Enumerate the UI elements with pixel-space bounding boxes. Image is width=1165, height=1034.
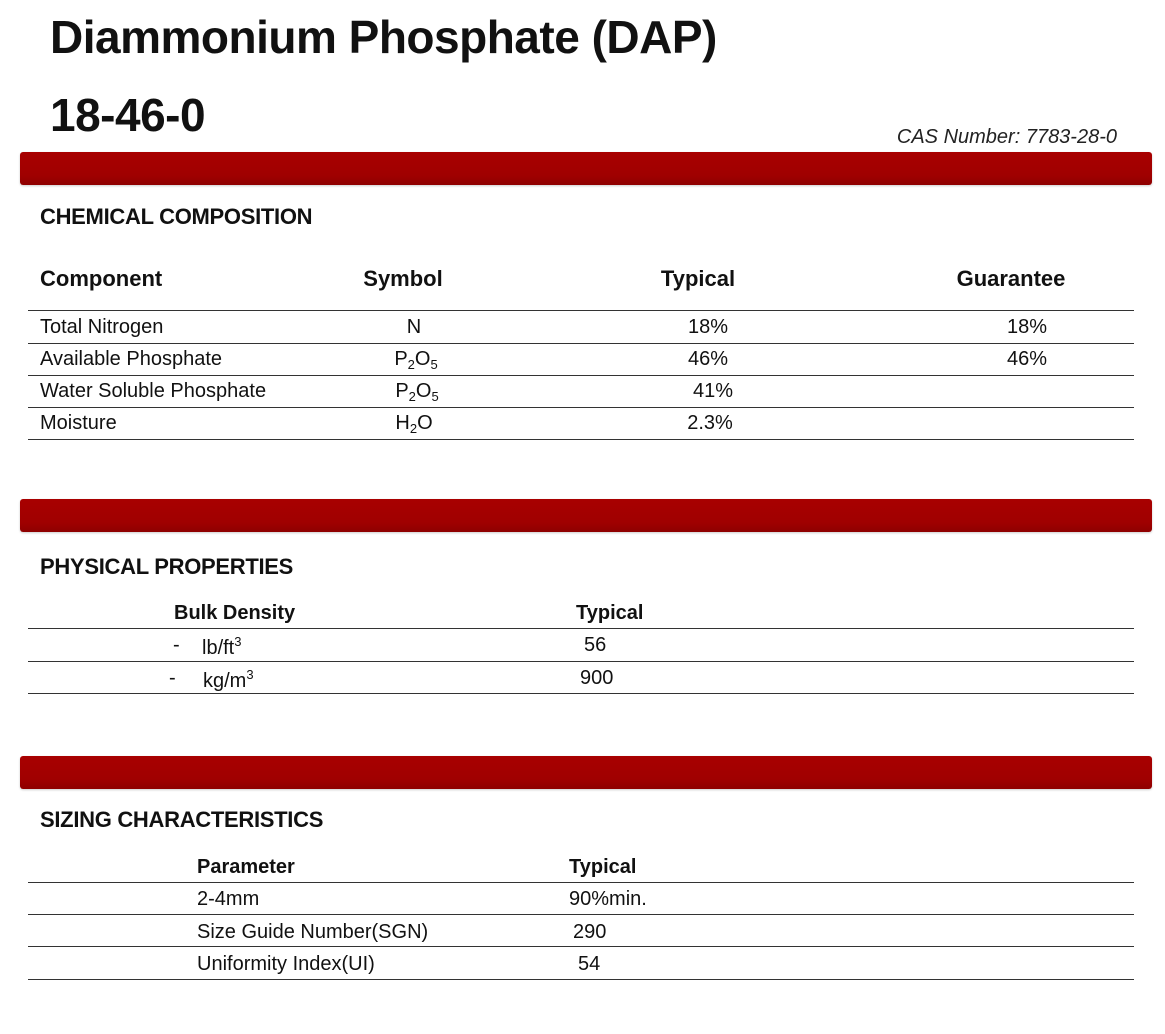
typical-value: 290 — [573, 921, 607, 943]
table-rule — [28, 946, 1134, 947]
table-rule — [28, 914, 1134, 915]
column-header-component: Component — [40, 266, 163, 291]
chemical-symbol: $P_2O_5$ — [395, 380, 439, 404]
chemical-composition-heading: CHEMICAL COMPOSITION — [40, 204, 313, 229]
column-header-symbol: Symbol — [363, 266, 443, 291]
component-name: Water Soluble Phosphate — [40, 380, 267, 402]
table-rule — [28, 979, 1134, 980]
typical-value: 46% — [687, 348, 729, 370]
row-dash: - — [169, 667, 176, 689]
table-rule — [28, 407, 1134, 408]
section-divider-bar — [20, 756, 1152, 789]
section-divider-bar — [20, 499, 1152, 532]
column-header-typical: Typical — [660, 266, 736, 291]
table-rule — [28, 310, 1134, 311]
typical-value: 41% — [692, 380, 734, 402]
component-name: Available Phosphate — [40, 348, 222, 370]
table-rule — [28, 882, 1134, 883]
sizing-characteristics-heading: SIZING CHARACTERISTICS — [40, 807, 324, 832]
parameter-name: Size Guide Number(SGN) — [197, 921, 429, 943]
column-header-typical: Typical — [569, 856, 637, 878]
table-rule — [28, 693, 1134, 694]
section-divider-bar — [20, 152, 1152, 185]
grade-number: 18-46-0 — [50, 89, 206, 141]
guarantee-value: 18% — [1006, 316, 1048, 338]
typical-value: 90%min. — [569, 888, 647, 910]
table-rule — [28, 439, 1134, 440]
column-header-parameter: Parameter — [197, 856, 295, 878]
typical-value: 2.3% — [687, 412, 733, 434]
density-unit: $lb/ft^3$ — [202, 634, 242, 659]
component-name: Moisture — [40, 412, 117, 434]
typical-value: 56 — [584, 634, 607, 656]
chemical-symbol: $H_2O$ — [395, 412, 433, 436]
component-name: Total Nitrogen — [40, 316, 164, 338]
table-rule — [28, 661, 1134, 662]
physical-properties-heading: PHYSICAL PROPERTIES — [40, 554, 294, 579]
chemical-symbol: N — [406, 316, 422, 338]
column-header-typical: Typical — [576, 602, 644, 624]
density-unit: $kg/m^3$ — [203, 667, 254, 692]
column-header-guarantee: Guarantee — [956, 266, 1066, 291]
cas-number: CAS Number: 7783-28-0 — [896, 126, 1117, 148]
document-title: Diammonium Phosphate (DAP) — [50, 11, 717, 63]
parameter-name: 2-4mm — [197, 888, 260, 910]
guarantee-value: 46% — [1006, 348, 1048, 370]
table-rule — [28, 343, 1134, 344]
typical-value: 54 — [578, 953, 601, 975]
parameter-name: Uniformity Index(UI) — [197, 953, 375, 975]
typical-value: 900 — [580, 667, 614, 689]
table-rule — [28, 375, 1134, 376]
chemical-symbol: $P_2O_5$ — [394, 348, 438, 372]
typical-value: 18% — [687, 316, 729, 338]
table-rule — [28, 628, 1134, 629]
column-header-bulk-density: Bulk Density — [174, 602, 296, 624]
row-dash: - — [173, 634, 180, 656]
